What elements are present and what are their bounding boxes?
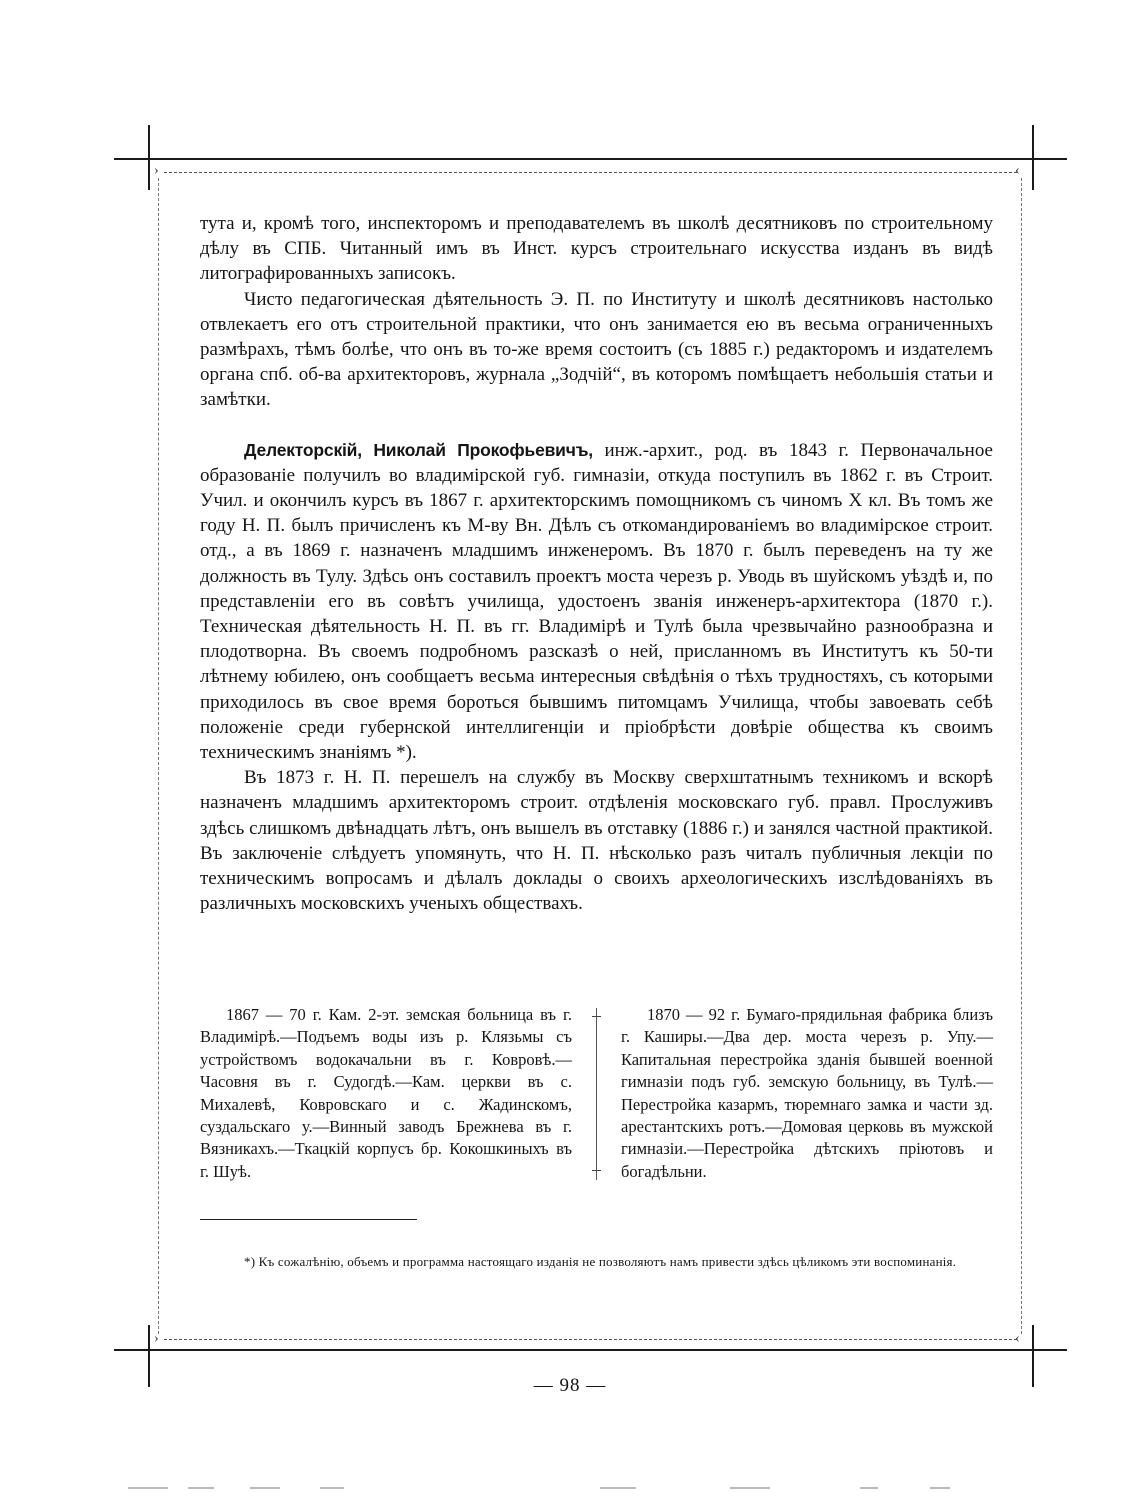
works-list <box>200 1004 993 1184</box>
inner-right-dashed-rule <box>1021 178 1022 1334</box>
corner-ornament-bottom-right: ‹ <box>1015 1331 1020 1346</box>
entry-text: инж.-архит., род. въ 1843 г. Первоначальное образованіе получилъ во владимірской губ. гимназіи, откуда поступилъ въ 1862 г. въ Строит. Учил. и окончилъ курсъ въ 1867 г. архитекторскимъ помощникомъ съ чиномъ X кл. Въ томъ же году Н. П. былъ причисленъ къ М-ву Вн. Дѣлъ съ откомандированіемъ во владимірское строит. отд., а въ 1869 г. назначенъ младшимъ инженеромъ. Въ 1870 г. былъ переведенъ на ту же должность въ Тулу. Здѣсь онъ составилъ проектъ моста черезъ р. Уводь въ шуйскомъ уѣздѣ и, по представленіи его въ совѣтъ училища, удостоенъ званія инженеръ-архитектора (1870 г.). Техническая дѣятельность Н. П. въ гг. Владимірѣ и Тулѣ была чрезвычайно разнообразна и плодотворна. Въ своемъ подробномъ разсказѣ о ней, присланномъ въ Институтъ къ 50-ти лѣтнему юбилею, онъ сообщаетъ весьма интересныя свѣдѣнія о тѣхъ трудностяхъ, съ которыми приходилось въ свое время бороться бывшимъ питомцамъ Училища, чтобы завоевать себѣ положеніе среди губернской интеллигенціи и пріобрѣсти довѣріе общества къ своимъ техническимъ знаніямъ *). <box>200 439 993 764</box>
scan-mark <box>730 1487 770 1489</box>
inner-bottom-dashed-rule <box>164 1339 1017 1340</box>
works-column-right <box>621 1004 993 1183</box>
page-number: — 98 — <box>533 1375 607 1396</box>
inner-left-dashed-rule <box>158 178 159 1334</box>
scan-mark <box>250 1487 280 1489</box>
column-divider <box>596 1008 597 1180</box>
works-1867-1870: 1867 — 70 г. Кам. 2-эт. земская больница въ г. Владимірѣ.—Подъемъ воды изъ р. Клязьмы съ устройствомъ водокачальни въ г. Ковровѣ.—Часовня въ г. Судогдѣ.—Кам. церкви въ с. Михалевѣ, Ковровскаго и с. Жадинскомъ, суздальскаго у.—Винный заводъ Брежнева въ г. Вязникахъ.—Ткацкій корпусъ бр. Кокошкиныхъ въ г. Шуѣ. <box>200 1005 572 1181</box>
corner-ornament-top-right: ‹ <box>1015 163 1020 178</box>
footnote-text: *) Къ сожалѣнію, объемъ и программа настоящаго изданія не позволяютъ намъ привести здѣсь цѣликомъ эти воспоминанія. <box>244 1254 957 1269</box>
bottom-frame-rule <box>114 1349 1067 1351</box>
works-column-left <box>200 1004 572 1183</box>
footnote <box>200 1253 993 1271</box>
scan-mark <box>128 1487 168 1489</box>
biography-entry <box>200 438 993 766</box>
left-frame-rule-top <box>148 125 150 190</box>
scan-mark <box>860 1487 878 1489</box>
top-frame-rule <box>114 158 1067 160</box>
inner-top-dashed-rule <box>164 172 1017 173</box>
column-divider-tick-bottom <box>592 1170 601 1171</box>
column-divider-tick-top <box>592 1016 601 1017</box>
paragraph-continuation: тута и, кромѣ того, инспекторомъ и преподавателемъ въ школѣ десятниковъ по строительному дѣлу въ СПБ. Читанный имъ въ Инст. курсъ строительнаго искусства изданъ въ видѣ литографированныхъ записокъ. <box>200 213 993 285</box>
paragraph-moscow: Въ 1873 г. Н. П. перешелъ на службу въ Москву сверхштатнымъ техникомъ и вскорѣ назначенъ младшимъ архитекторомъ строит. отдѣленія московскаго губ. правл. Прослуживъ здѣсь слишкомъ двѣнадцать лѣтъ, онъ вышелъ въ отставку (1886 г.) и занялся частной практикой. Въ заключеніе слѣдуетъ упомянуть, что Н. П. нѣсколько разъ читалъ публичныя лекціи по техническимъ вопросамъ и дѣлалъ доклады о своихъ археологическихъ изслѣдованіяхъ въ различныхъ московскихъ ученыхъ обществахъ. <box>200 767 993 915</box>
entry-name: Делекторскій, Николай Прокофьевичъ, <box>244 439 593 460</box>
scan-mark <box>600 1487 636 1489</box>
right-frame-rule-top <box>1032 125 1034 190</box>
corner-ornament-bottom-left: › <box>154 1331 159 1346</box>
scan-mark <box>188 1487 214 1489</box>
scan-mark <box>930 1487 950 1489</box>
works-1870-1892: 1870 — 92 г. Бумаго-прядильная фабрика близъ г. Каширы.—Два дер. моста черезъ р. Упу.—Капитальная перестройка зданія бывшей военной гимназіи подъ губ. земскую больницу, въ Тулѣ.—Перестройка казармъ, тюремнаго замка и части зд. арестантскихъ ротъ.—Домовая церковь въ мужской гимназіи.—Перестройка дѣтскихъ пріютовъ и богадѣльни. <box>621 1005 993 1181</box>
corner-ornament-top-left: › <box>154 163 159 178</box>
footnote-rule <box>200 1219 417 1220</box>
paragraph-pedagogy: Чисто педагогическая дѣятельность Э. П. по Институту и школѣ десятниковъ настолько отвлекаетъ его отъ строительной практики, что онъ занимается ею въ весьма ограниченныхъ размѣрахъ, тѣмъ болѣе, что онъ въ то-же время состоитъ (съ 1885 г.) редакторомъ и издателемъ органа спб. об-ва архитекторовъ, журнала „Зодчій“, въ которомъ помѣщаетъ небольшія статьи и замѣтки. <box>200 288 993 411</box>
scan-mark <box>320 1487 344 1489</box>
main-text <box>200 211 993 916</box>
